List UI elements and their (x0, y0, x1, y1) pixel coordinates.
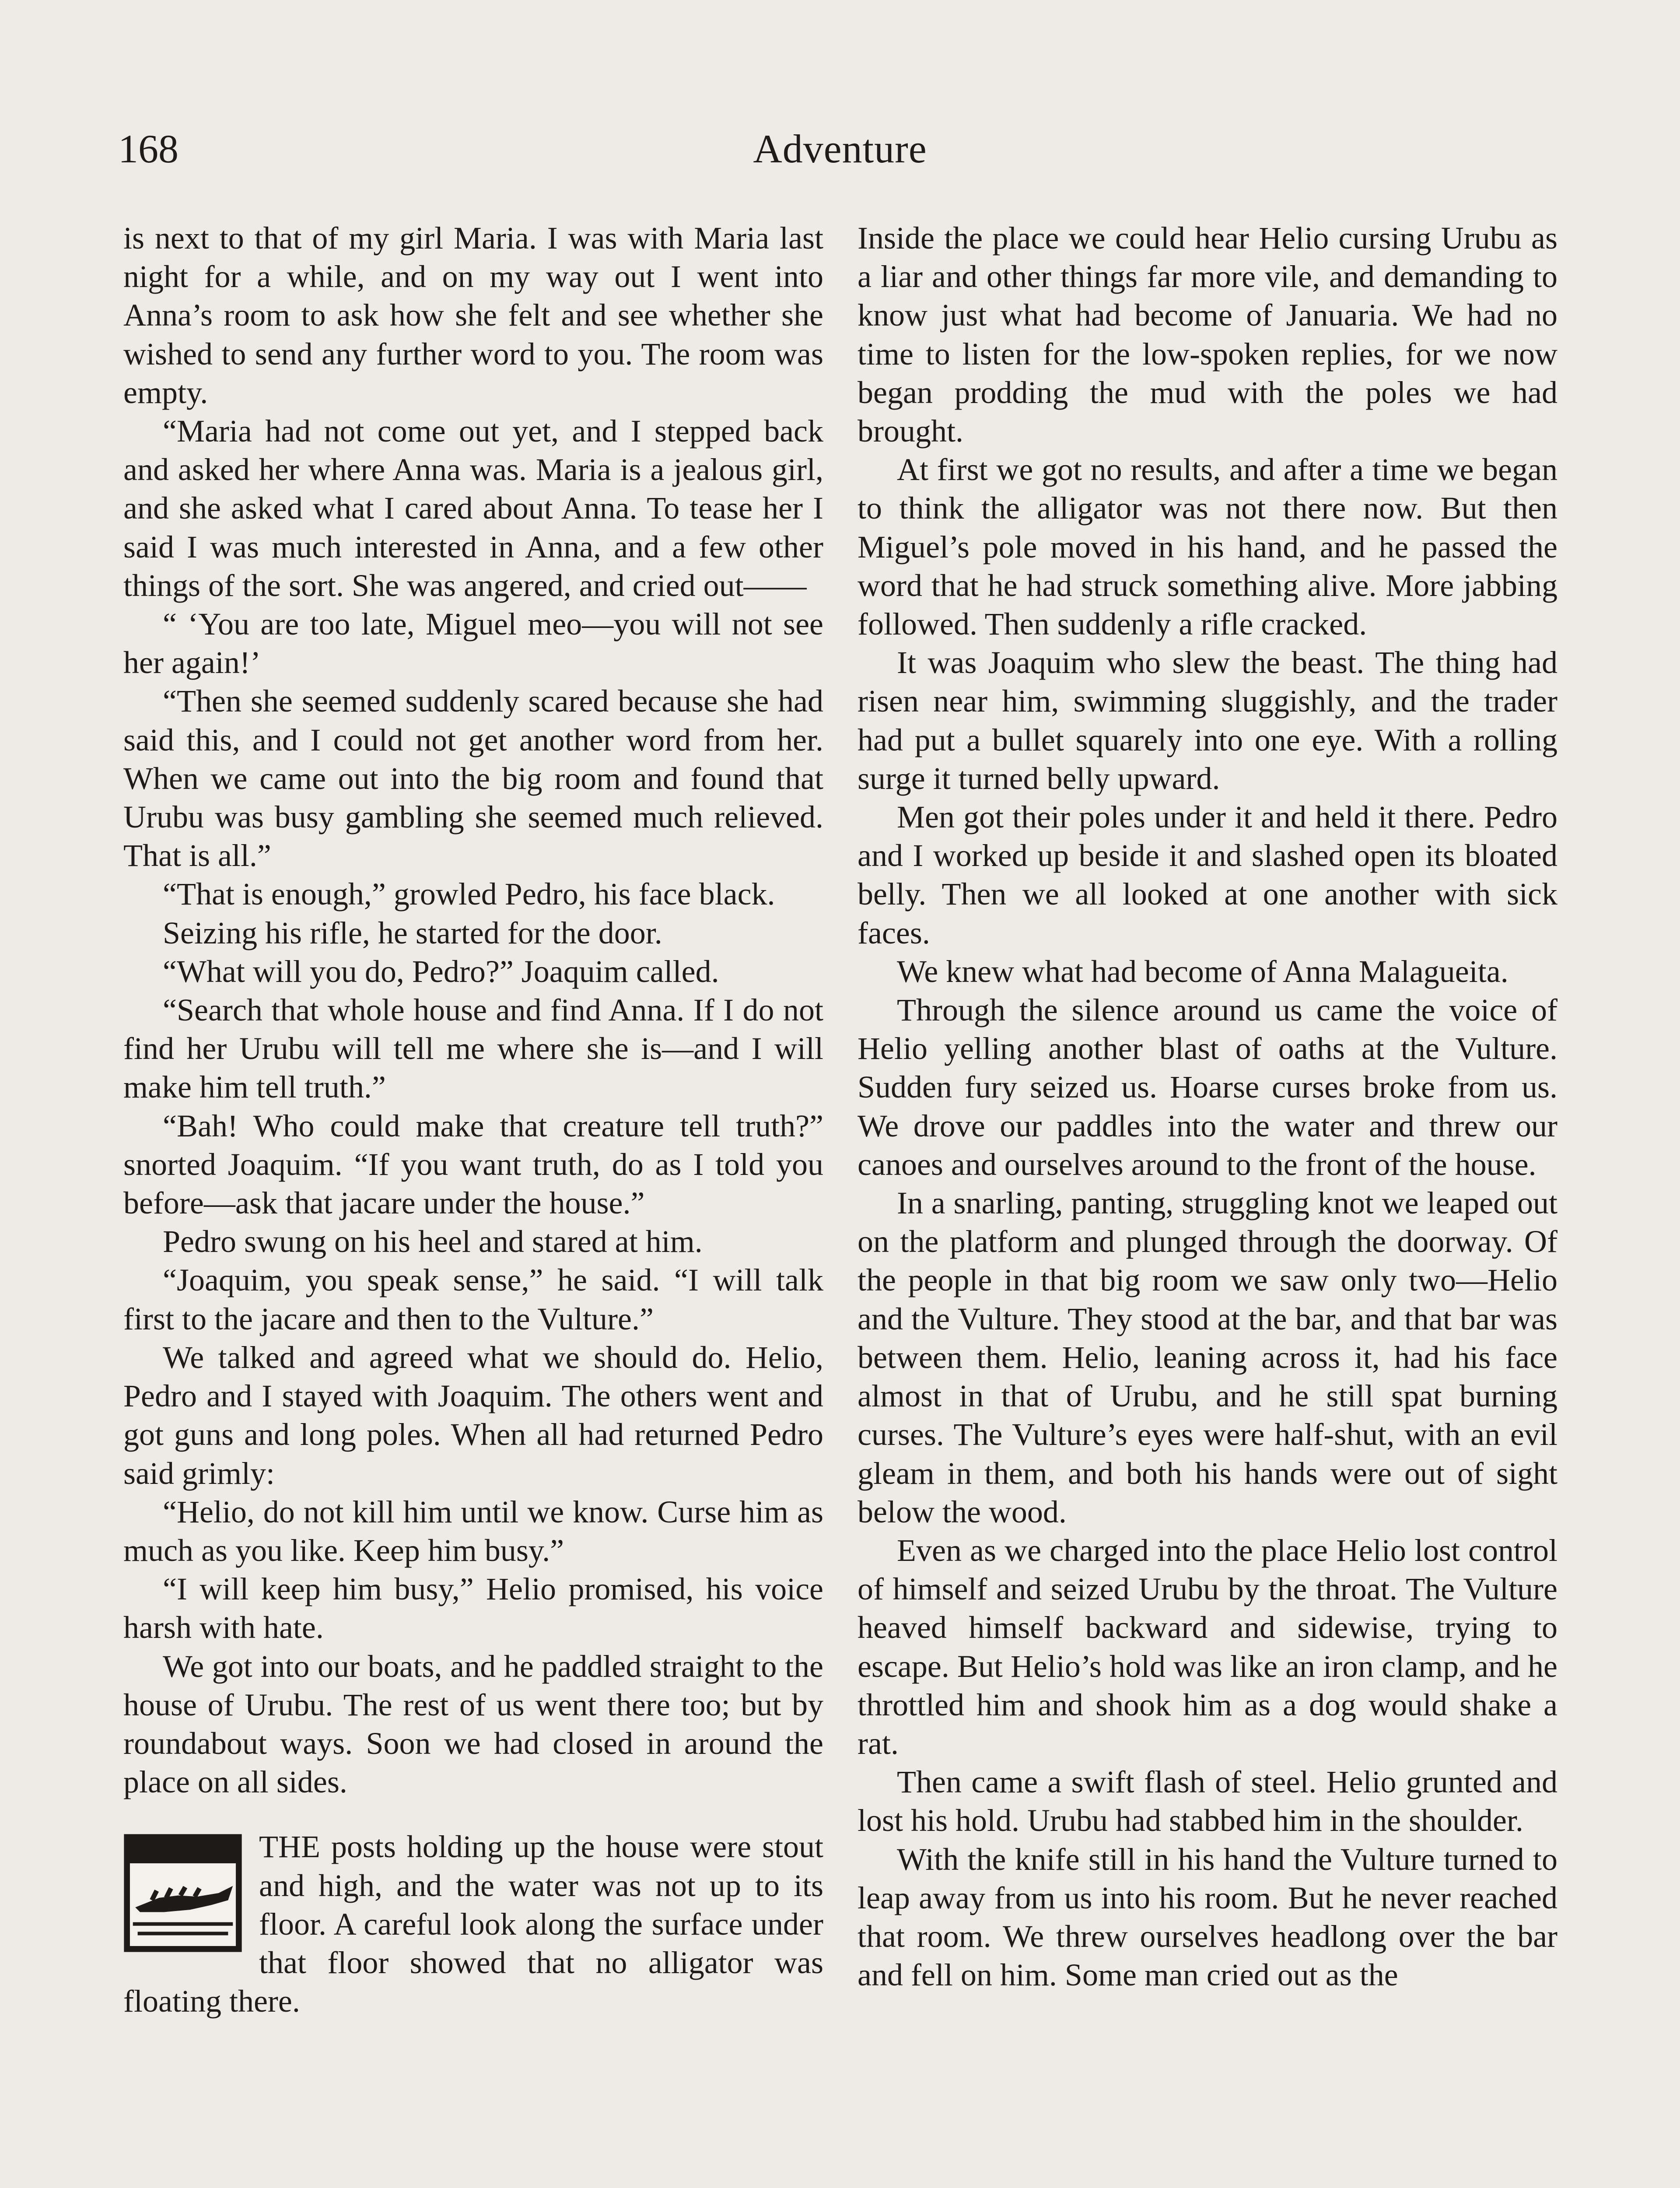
paragraph: is next to that of my girl Maria. I was with Maria last night for a while, and on my way out I went into Anna’s room to ask how she felt and see whether she wished to send any further word to you. The room was empty. (123, 221, 823, 410)
paragraph: Even as we charged into the place Helio lost control of himself and seized Urubu by the throat. The Vulture heaved himself backward and sidewise, trying to escape. But Helio’s hold was like an iron clamp, and he throttled him and shook him as a dog would shake a rat. (858, 1532, 1558, 1761)
alligator-woodcut-icon (123, 1834, 242, 1953)
section-break (123, 1827, 823, 2020)
page-number: 168 (118, 126, 178, 171)
paragraph: We talked and agreed what we should do. Helio, Pedro and I stayed with Joaquim. The others went and got guns and long poles. When all had returned Pedro said grimly: (123, 1339, 823, 1491)
paragraph: Seizing his rifle, he started for the door. (163, 915, 662, 950)
paragraph: “Helio, do not kill him until we know. Curse him as much as you like. Keep him busy.” (123, 1494, 823, 1568)
paragraph: In a snarling, panting, struggling knot we leaped out on the platform and plunged through the doorway. Of the people in that big room we saw only two—Helio and the Vulture. They stood at the bar, and that bar was between them. Helio, leaning across it, had his face almost in that of Urubu, and he still spat burning curses. The Vulture’s eyes were half-shut, with an evil gleam in them, and both his hands were out of sight below the wood. (858, 1185, 1558, 1529)
running-title: Adventure (753, 126, 927, 171)
paragraph: “I will keep him busy,” Helio promised, his voice harsh with hate. (123, 1571, 823, 1645)
paragraph: We got into our boats, and he paddled straight to the house of Urubu. The rest of us went there too; but by roundabout ways. Soon we had closed in around the place on all sides. (123, 1648, 823, 1800)
left-column (123, 219, 823, 2020)
paragraph: At first we got no results, and after a time we began to think the alligator was not there now. But then Miguel’s pole moved in his hand, and he passed the word that he had struck something alive. More jabbing followed. Then suddenly a rifle cracked. (858, 452, 1558, 642)
paragraph: “Search that whole house and find Anna. If I do not find her Urubu will tell me where she is—and I will make him tell truth.” (123, 992, 823, 1105)
paragraph: Men got their poles under it and held it there. Pedro and I worked up beside it and slashed open its bloated belly. Then we all looked at one another with sick faces. (858, 799, 1558, 950)
paragraph: “ ‘You are too late, Miguel meo—you will not see her again!’ (123, 607, 823, 680)
paragraph: Then came a swift flash of steel. Helio grunted and lost his hold. Urubu had stabbed him in the shoulder. (858, 1764, 1558, 1838)
paragraph: “What will you do, Pedro?” Joaquim called. (163, 954, 719, 989)
paragraph: “That is enough,” growled Pedro, his face black. (163, 877, 775, 912)
paragraph: “Joaquim, you speak sense,” he said. “I will talk first to the jacare and then to the Vulture.” (123, 1262, 823, 1336)
paragraph: With the knife still in his hand the Vulture turned to leap away from us into his room. But he never reached that room. We threw ourselves headlong over the bar and fell on him. Some man cried out as the (858, 1841, 1558, 1993)
page-header (118, 118, 1562, 179)
right-column (858, 219, 1558, 1994)
paragraph: THE posts holding up the house were stout and high, and the water was not up to its floor. A careful look along the surface under that floor showed that no alligator was floating there. (123, 1829, 823, 2019)
paragraph: “Maria had not come out yet, and I stepped back and asked her where Anna was. Maria is a jealous girl, and she asked what I cared about Anna. To tease her I said I was much interested in Anna, and a few other things of the sort. She was angered, and cried out—— (123, 414, 823, 603)
paragraph: Inside the place we could hear Helio cursing Urubu as a liar and other things far more vile, and demanding to know just what had become of Januaria. We had no time to listen for the low-spoken replies, for we now began prodding the mud with the poles we had brought. (858, 221, 1558, 449)
paragraph: “Bah! Who could make that creature tell truth?” snorted Joaquim. “If you want truth, do as I told you before—ask that jacare under the house.” (123, 1108, 823, 1221)
paragraph: Pedro swung on his heel and stared at him. (163, 1224, 703, 1259)
paragraph: We knew what had become of Anna Malagueita. (897, 954, 1508, 989)
paragraph: “Then she seemed suddenly scared because she had said this, and I could not get another word from her. When we came out into the big room and found that Urubu was busy gambling she seemed much relieved. That is all.” (123, 684, 823, 873)
paragraph: It was Joaquim who slew the beast. The thing had risen near him, swimming sluggishly, and the trader had put a bullet squarely into one eye. With a rolling surge it turned belly upward. (858, 645, 1558, 796)
paragraph: Through the silence around us came the voice of Helio yelling another blast of oaths at the Vulture. Sudden fury seized us. Hoarse curses broke from us. We drove our paddles into the water and threw our canoes and ourselves around to the front of the house. (858, 992, 1558, 1182)
